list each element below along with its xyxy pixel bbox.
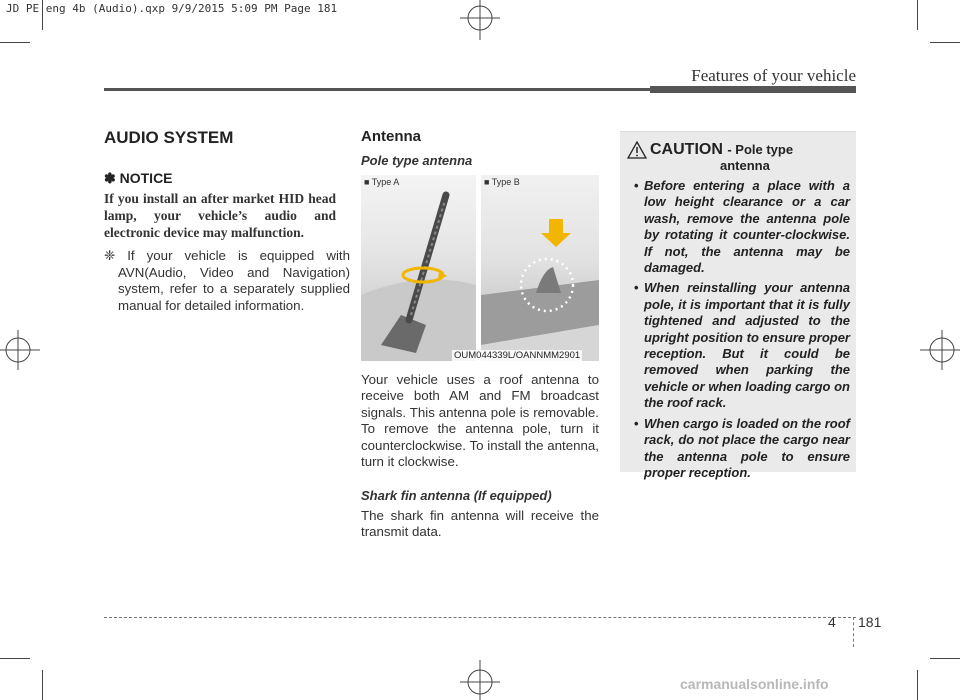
crop-mark: [917, 670, 918, 700]
watermark: carmanualsonline.info: [680, 676, 829, 692]
print-slug: JD PE eng 4b (Audio).qxp 9/9/2015 5:09 PM Page 181: [6, 2, 338, 15]
pole-type-heading: Pole type antenna: [361, 153, 473, 168]
registration-mark-left: [0, 325, 40, 375]
shark-fin-illustration: [481, 175, 599, 361]
notice-symbol: ✽: [104, 170, 116, 186]
footer-divider: [853, 617, 854, 647]
avn-note: [104, 248, 350, 314]
caution-label: CAUTION: [650, 141, 723, 158]
photo-type-a: [361, 175, 476, 361]
caution-list: [628, 178, 850, 485]
registration-mark-top: [455, 0, 505, 40]
notice-heading: [104, 170, 173, 187]
page-title: AUDIO SYSTEM: [104, 128, 234, 147]
crop-mark: [0, 658, 30, 659]
crop-mark: [0, 42, 30, 43]
caution-subtitle-2: antenna: [720, 158, 770, 173]
header-rule-accent: [650, 86, 856, 93]
crop-mark: [42, 670, 43, 700]
notice-label: NOTICE: [119, 170, 173, 186]
antenna-heading: Antenna: [361, 128, 421, 145]
footer-rule: [104, 617, 856, 618]
crop-mark: [930, 42, 960, 43]
shark-fin-text: The shark fin antenna will receive the transmit data.: [361, 508, 599, 540]
registration-mark-right: [920, 325, 960, 375]
caution-subtitle: - Pole type: [727, 142, 794, 157]
photo-type-b: [481, 175, 599, 361]
pole-antenna-text: Your vehicle uses a roof antenna to receive both AM and FM broadcast signals. This antenna pole is removable. To remove the antenna pole, turn it counterclockwise. To install the antenna, turn it clockwise.: [361, 372, 599, 470]
type-b-label: ■ Type B: [484, 177, 520, 187]
section-title: Features of your vehicle: [691, 66, 856, 85]
avn-note-symbol: ❈: [104, 248, 116, 263]
shark-fin-heading: Shark fin antenna (If equipped): [361, 488, 552, 503]
caution-item: • When reinstalling your antenna pole, it is important that it is fully tightened and adjusted to the upright position to ensure proper reception. But it could be removed when parking the vehicle or when loading cargo on the roof rack.: [628, 280, 850, 411]
antenna-photos: [361, 175, 599, 361]
caution-item: • When cargo is loaded on the roof rack, do not place the cargo near the antenna pole to ensure proper reception.: [628, 416, 850, 482]
avn-note-text: If your vehicle is equipped with AVN(Audio, Video and Navigation) system, refer to a separately supplied manual for detailed information.: [118, 248, 350, 313]
warning-triangle-icon: [627, 141, 647, 159]
crop-mark: [917, 0, 918, 30]
caution-item: • Before entering a place with a low height clearance or a car wash, remove the antenna pole by rotating it counter-clockwise. If not, the antenna may be damaged.: [628, 178, 850, 276]
crop-mark: [930, 658, 960, 659]
type-a-label: ■ Type A: [364, 177, 400, 187]
caution-heading: [650, 141, 850, 159]
registration-mark-bottom: [455, 660, 505, 700]
page-number: 181: [858, 614, 882, 630]
notice-body: If you install an after market HID head lamp, your vehicle’s audio and electronic device may malfunction.: [104, 191, 336, 240]
photo-code: OUM044339L/OANNMM2901: [454, 350, 581, 361]
chapter-number: 4: [828, 614, 836, 630]
pole-antenna-illustration: [361, 175, 476, 361]
